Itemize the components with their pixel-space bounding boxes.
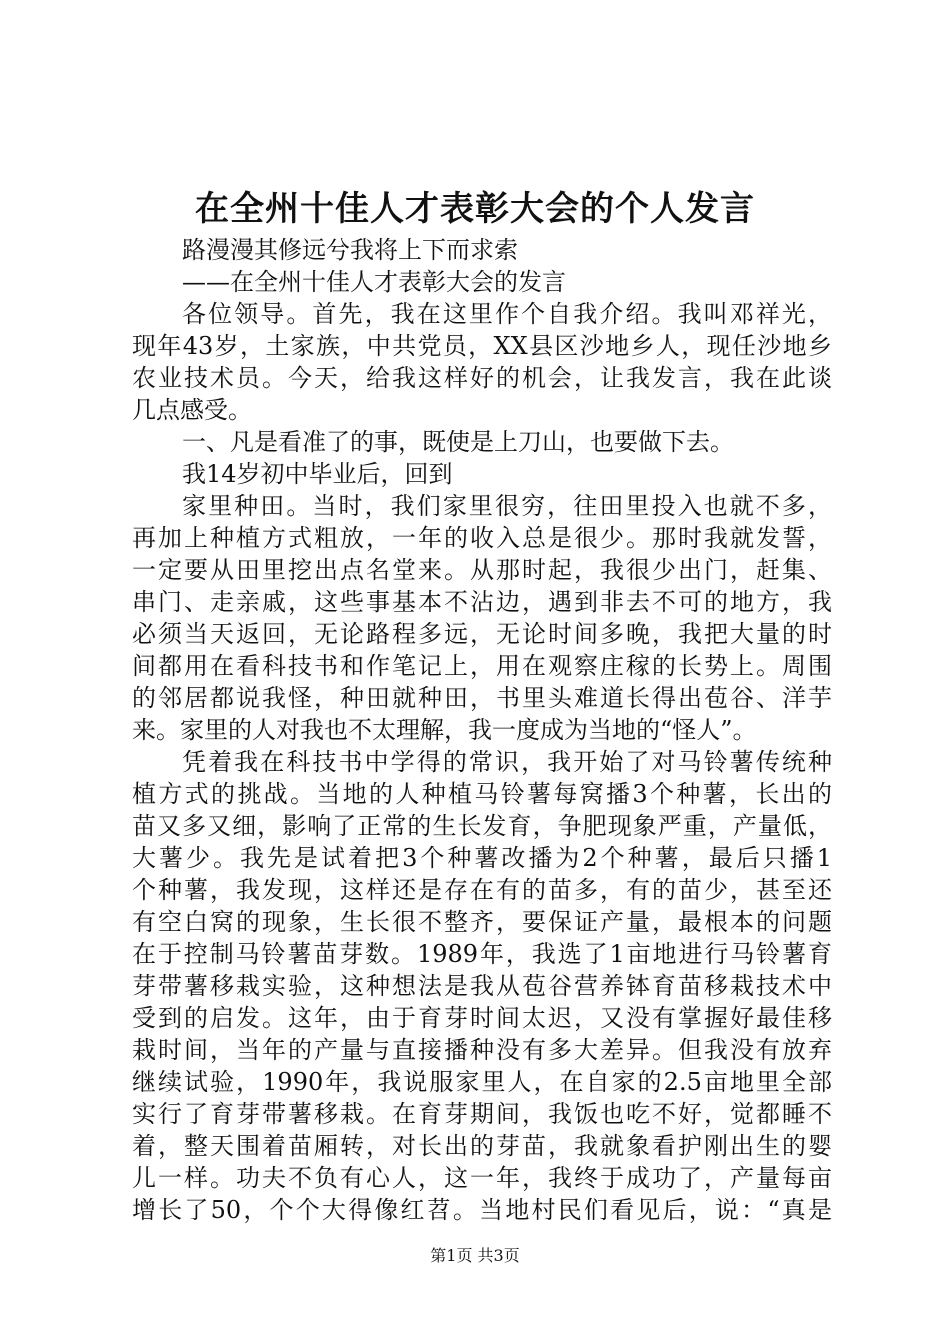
subtitle-line: 路漫漫其修远兮我将上下而求索 <box>182 236 518 264</box>
paragraph-line: 我14岁初中毕业后，回到 <box>182 460 453 488</box>
paragraph-line: 个种薯，我发现，这样还是存在有的苗多，有的苗少，甚至还 <box>132 876 832 904</box>
paragraph-line: 实行了育芽带薯移栽。在育芽期间，我饭也吃不好，觉都睡不 <box>132 1100 832 1128</box>
subtitle-line: ——在全州十佳人才表彰大会的发言 <box>182 268 566 296</box>
paragraph-line: 栽时间，当年的产量与直接播种没有多大差异。但我没有放弃 <box>132 1036 832 1064</box>
document-body <box>132 234 832 1226</box>
paragraph-line: 的邻居都说我怪，种田就种田，书里头难道长得出苞谷、洋芋 <box>132 684 832 712</box>
paragraph-line: 各位领导。首先，我在这里作个自我介绍。我叫邓祥光， <box>182 300 832 328</box>
paragraph-line: 芽带薯移栽实验，这种想法是我从苞谷营养钵育苗移栽技术中 <box>132 972 832 1000</box>
paragraph-line: 凭着我在科技书中学得的常识，我开始了对马铃薯传统种 <box>182 748 832 776</box>
paragraph-line: 再加上种植方式粗放，一年的收入总是很少。那时我就发誓， <box>132 524 832 552</box>
paragraph-line: 必须当天返回，无论路程多远，无论时间多晚，我把大量的时 <box>132 620 832 648</box>
document-title: 在全州十佳人才表彰大会的个人发言 <box>195 189 755 229</box>
paragraph-line: 植方式的挑战。当地的人种植马铃薯每窝播3个种薯，长出的 <box>132 780 832 808</box>
paragraph-line: 串门、走亲戚，这些事基本不沾边，遇到非去不可的地方，我 <box>132 588 832 616</box>
paragraph-line: 家里种田。当时，我们家里很穷，往田里投入也就不多， <box>182 492 832 520</box>
paragraph-line: 农业技术员。今天，给我这样好的机会，让我发言，我在此谈 <box>132 364 832 392</box>
section-heading-line: 一、凡是看准了的事，既使是上刀山，也要做下去。 <box>182 428 734 456</box>
paragraph-line: 间都用在看科技书和作笔记上，用在观察庄稼的长势上。周围 <box>132 652 832 680</box>
paragraph-line: 继续试验，1990年，我说服家里人，在自家的2.5亩地里全部 <box>132 1068 832 1096</box>
paragraph-line: 苗又多又细，影响了正常的生长发育，争肥现象严重，产量低， <box>132 812 832 840</box>
paragraph-line: 儿一样。功夫不负有心人，这一年，我终于成功了，产量每亩 <box>132 1164 832 1192</box>
page-number-footer: 第1页 共3页 <box>430 1246 520 1265</box>
paragraph-line: 来。家里的人对我也不太理解，我一度成为当地的“怪人”。 <box>132 716 757 744</box>
paragraph-line: 大薯少。我先是试着把3个种薯改播为2个种薯，最后只播1 <box>132 844 832 872</box>
paragraph-line: 受到的启发。这年，由于育芽时间太迟，又没有掌握好最佳移 <box>132 1004 832 1032</box>
paragraph-line: 增长了50，个个大得像红苕。当地村民们看见后，说：“真是 <box>132 1196 832 1224</box>
paragraph-line: 有空白窝的现象，生长很不整齐，要保证产量，最根本的问题 <box>132 908 832 936</box>
paragraph-line: 现年43岁，土家族，中共党员，XX县区沙地乡人，现任沙地乡 <box>132 332 832 360</box>
paragraph-line: 一定要从田里挖出点名堂来。从那时起，我很少出门，赶集、 <box>132 556 832 584</box>
paragraph-line: 几点感受。 <box>132 396 252 424</box>
paragraph-line: 着，整天围着苗厢转，对长出的芽苗，我就象看护刚出生的婴 <box>132 1132 832 1160</box>
paragraph-line: 在于控制马铃薯苗芽数。1989年，我选了1亩地进行马铃薯育 <box>132 940 832 968</box>
